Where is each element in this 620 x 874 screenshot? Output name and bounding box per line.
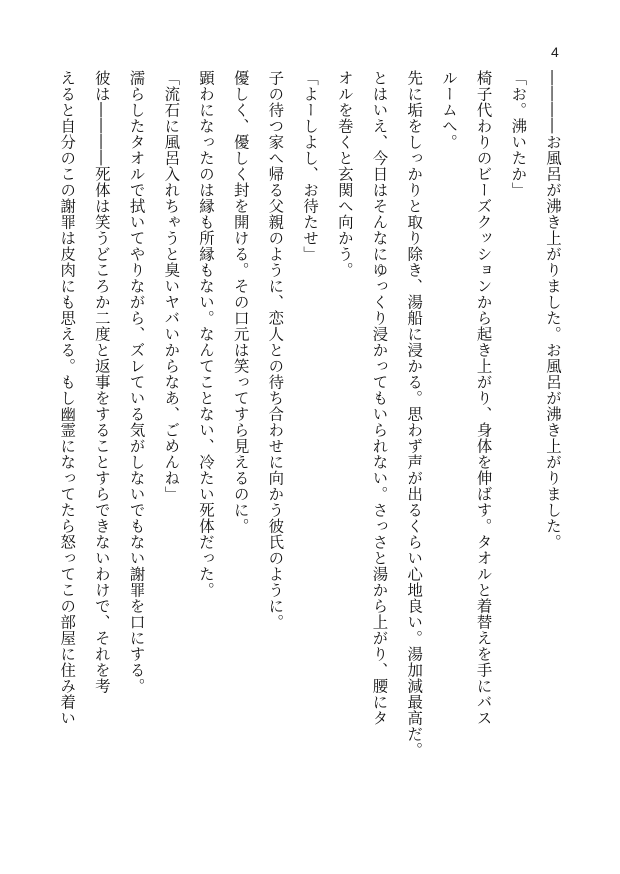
text-line: 椅子代わりのビーズクッションから起き上がり、身体を伸ばす。タオルと着替えを手にバス (474, 70, 493, 726)
text-line: 子の待つ家へ帰る父親のように、恋人との待ち合わせに向かう彼氏のように。 (266, 70, 285, 630)
text-line: オルを巻くと玄関へ向かう。 (335, 70, 354, 278)
text-line: 彼は――――死体は笑うどころか二度と返事をすることすらできないわけで、それを考 (92, 70, 111, 694)
text-line: 「流石に風呂入れちゃうと臭いヤバいからなあ、ごめんね」 (162, 70, 181, 502)
page-number: 4 (551, 44, 559, 60)
text-line: 「よーしよし、お待たせ」 (301, 70, 320, 262)
text-line: 濡らしたタオルで拭いてやりながら、ズレている気がしないでもない謝罪を口にする。 (127, 70, 146, 694)
text-line: 顕わになったのは縁も所縁もない。なんてことない、冷たい死体だった。 (196, 70, 215, 598)
body-text (58, 70, 570, 840)
text-line: 「お。沸いたか」 (509, 70, 528, 198)
text-line: えると自分のこの謝罪は皮肉にも思える。もし幽霊になってたら怒ってこの部屋に住み着い (58, 70, 77, 726)
text-line: 優しく、優しく封を開ける。その口元は笑ってすら見えるのに。 (231, 70, 250, 534)
text-line: とはいえ、今日はそんなにゆっくり浸かってもいられない。さっさと湯から上がり、腰にタ (370, 70, 389, 726)
text-line: ――――お風呂が沸き上がりました。お風呂が沸き上がりました。 (544, 70, 562, 550)
text-line: ルームへ。 (439, 70, 458, 150)
text-line: 先に垢をしっかりと取り除き、湯船に浸かる。思わず声が出るくらい心地良い。湯加減最高だ。 (405, 70, 424, 758)
